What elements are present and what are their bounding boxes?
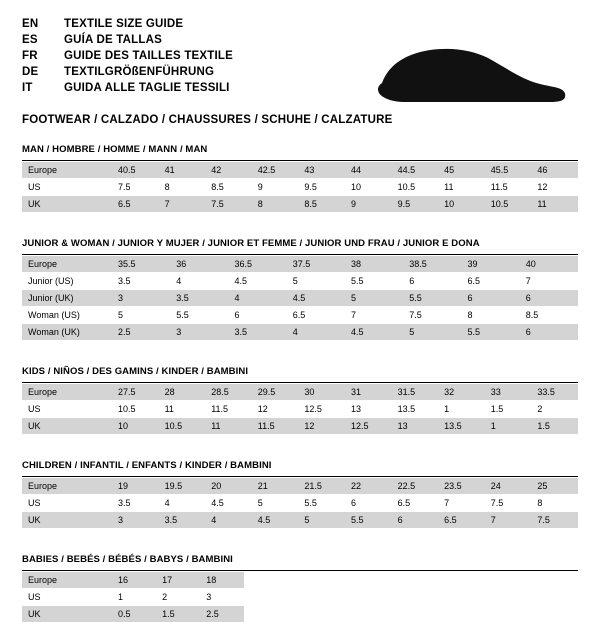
- size-cell: 12.5: [298, 401, 345, 418]
- table-row: [22, 324, 578, 341]
- language-code: FR: [22, 50, 64, 66]
- row-label: Woman (US): [22, 307, 112, 324]
- size-cell: 42: [205, 162, 252, 179]
- size-cell: 31: [345, 384, 392, 401]
- table-row: [22, 572, 244, 589]
- size-cell: 6: [520, 324, 578, 341]
- size-cell: 29.5: [252, 384, 299, 401]
- row-label: Europe: [22, 384, 112, 401]
- size-group-title: MAN / HOMBRE / HOMME / MANN / MAN: [22, 144, 578, 160]
- size-cell: 33.5: [531, 384, 578, 401]
- size-cell: 6.5: [438, 512, 485, 529]
- size-cell: 8.5: [205, 179, 252, 196]
- size-table: [22, 383, 578, 434]
- size-cell: 9.5: [392, 196, 439, 213]
- size-cell: 4.5: [287, 290, 345, 307]
- size-cell: 5.5: [345, 273, 403, 290]
- size-group: [22, 144, 578, 212]
- size-group: [22, 366, 578, 434]
- size-cell: 8: [531, 495, 578, 512]
- size-cell: 2: [531, 401, 578, 418]
- size-cell: 40: [520, 256, 578, 273]
- size-cell: 42.5: [252, 162, 299, 179]
- size-cell: 24: [485, 478, 532, 495]
- size-cell: 5: [112, 307, 170, 324]
- size-cell: 3: [200, 589, 244, 606]
- size-cell: 6: [392, 512, 439, 529]
- size-cell: 5.5: [298, 495, 345, 512]
- size-cell: 7: [438, 495, 485, 512]
- row-label: Junior (US): [22, 273, 112, 290]
- row-label: UK: [22, 196, 112, 213]
- size-cell: 16: [112, 572, 156, 589]
- size-group-title: CHILDREN / INFANTIL / ENFANTS / KINDER / BAMBINI: [22, 460, 578, 476]
- size-cell: 12.5: [345, 418, 392, 435]
- size-cell: 41: [159, 162, 206, 179]
- table-row: [22, 256, 578, 273]
- row-label: Junior (UK): [22, 290, 112, 307]
- size-cell: 13.5: [392, 401, 439, 418]
- size-cell: 6: [345, 495, 392, 512]
- size-cell: 6.5: [112, 196, 159, 213]
- size-cell: 10.5: [159, 418, 206, 435]
- size-cell: 12: [531, 179, 578, 196]
- row-label: UK: [22, 418, 112, 435]
- size-cell: 9.5: [298, 179, 345, 196]
- language-title: GUÍA DE TALLAS: [64, 34, 233, 50]
- size-cell: 7.5: [205, 196, 252, 213]
- size-cell: 4: [170, 273, 228, 290]
- size-cell: 30: [298, 384, 345, 401]
- size-cell: 21: [252, 478, 299, 495]
- size-cell: 11.5: [205, 401, 252, 418]
- size-cell: 33: [485, 384, 532, 401]
- size-cell: 3: [112, 512, 159, 529]
- table-row: [22, 273, 578, 290]
- table-row: [22, 162, 578, 179]
- size-cell: 7.5: [485, 495, 532, 512]
- size-cell: 6: [462, 290, 520, 307]
- size-cell: 6: [520, 290, 578, 307]
- size-cell: 8: [462, 307, 520, 324]
- size-group-title: BABIES / BEBÉS / BÉBÉS / BABYS / BAMBINI: [22, 554, 578, 570]
- size-cell: 35.5: [112, 256, 170, 273]
- size-cell: 4: [287, 324, 345, 341]
- size-cell: 11: [438, 179, 485, 196]
- size-cell: 11.5: [485, 179, 532, 196]
- table-row: [22, 589, 244, 606]
- size-cell: 1.5: [485, 401, 532, 418]
- size-cell: 44.5: [392, 162, 439, 179]
- size-cell: 5.5: [403, 290, 461, 307]
- size-cell: 6: [403, 273, 461, 290]
- language-title: GUIDE DES TAILLES TEXTILE: [64, 50, 233, 66]
- size-cell: 19.5: [159, 478, 206, 495]
- size-cell: 8: [252, 196, 299, 213]
- size-groups: [22, 144, 578, 622]
- size-cell: 3.5: [229, 324, 287, 341]
- size-cell: 11: [159, 401, 206, 418]
- language-title: GUIDA ALLE TAGLIE TESSILI: [64, 82, 233, 98]
- size-cell: 10.5: [485, 196, 532, 213]
- size-cell: 23.5: [438, 478, 485, 495]
- size-cell: 10: [345, 179, 392, 196]
- language-title: TEXTILGRÖßENFÜHRUNG: [64, 66, 233, 82]
- row-label: UK: [22, 512, 112, 529]
- table-row: [22, 290, 578, 307]
- table-row: [22, 401, 578, 418]
- size-cell: 19: [112, 478, 159, 495]
- table-row: [22, 478, 578, 495]
- row-label: Europe: [22, 162, 112, 179]
- size-group: [22, 238, 578, 340]
- language-code: IT: [22, 82, 64, 98]
- dress-shoe-silhouette-icon: [368, 36, 568, 108]
- size-cell: 8.5: [298, 196, 345, 213]
- size-cell: 17: [156, 572, 200, 589]
- language-code: EN: [22, 18, 64, 34]
- language-title-list: [22, 18, 233, 98]
- row-label: Europe: [22, 572, 112, 589]
- size-group-title: JUNIOR & WOMAN / JUNIOR Y MUJER / JUNIOR ET FEMME / JUNIOR UND FRAU / JUNIOR E DONA: [22, 238, 578, 254]
- size-cell: 22: [345, 478, 392, 495]
- table-row: [22, 384, 578, 401]
- size-cell: 3.5: [170, 290, 228, 307]
- size-cell: 4.5: [345, 324, 403, 341]
- size-cell: 36.5: [229, 256, 287, 273]
- size-cell: 4.5: [205, 495, 252, 512]
- size-table: [22, 255, 578, 340]
- row-label: US: [22, 589, 112, 606]
- size-cell: 28: [159, 384, 206, 401]
- size-cell: 5.5: [462, 324, 520, 341]
- row-label: US: [22, 179, 112, 196]
- page-header: [22, 18, 578, 114]
- size-cell: 32: [438, 384, 485, 401]
- size-cell: 1: [112, 589, 156, 606]
- table-row: [22, 307, 578, 324]
- size-cell: 21.5: [298, 478, 345, 495]
- row-label: Europe: [22, 478, 112, 495]
- size-group: [22, 460, 578, 528]
- table-row: [22, 179, 578, 196]
- footwear-category-title: FOOTWEAR / CALZADO / CHAUSSURES / SCHUHE / CALZATURE: [22, 114, 578, 126]
- size-cell: 6.5: [287, 307, 345, 324]
- size-cell: 10: [438, 196, 485, 213]
- language-row: [22, 66, 233, 82]
- row-label: Woman (UK): [22, 324, 112, 341]
- size-cell: 4.5: [252, 512, 299, 529]
- dress-shoe-svg: [368, 36, 568, 108]
- table-row: [22, 418, 578, 435]
- size-cell: 45: [438, 162, 485, 179]
- language-row: [22, 82, 233, 98]
- size-cell: 11.5: [252, 418, 299, 435]
- size-cell: 27.5: [112, 384, 159, 401]
- size-cell: 13: [392, 418, 439, 435]
- size-cell: 6.5: [392, 495, 439, 512]
- size-cell: 43: [298, 162, 345, 179]
- size-cell: 4: [205, 512, 252, 529]
- table-row: [22, 512, 578, 529]
- size-cell: 12: [252, 401, 299, 418]
- size-cell: 2.5: [200, 606, 244, 622]
- size-cell: 39: [462, 256, 520, 273]
- size-cell: 6: [229, 307, 287, 324]
- size-cell: 20: [205, 478, 252, 495]
- size-cell: 10.5: [112, 401, 159, 418]
- size-cell: 4: [159, 495, 206, 512]
- size-cell: 12: [298, 418, 345, 435]
- size-cell: 9: [345, 196, 392, 213]
- size-cell: 28.5: [205, 384, 252, 401]
- size-cell: 2: [156, 589, 200, 606]
- size-cell: 5.5: [170, 307, 228, 324]
- size-cell: 13.5: [438, 418, 485, 435]
- size-cell: 37.5: [287, 256, 345, 273]
- size-cell: 5.5: [345, 512, 392, 529]
- row-label: US: [22, 495, 112, 512]
- size-cell: 10.5: [392, 179, 439, 196]
- size-cell: 5: [345, 290, 403, 307]
- size-cell: 8.5: [520, 307, 578, 324]
- size-cell: 5: [287, 273, 345, 290]
- language-code: DE: [22, 66, 64, 82]
- language-code: ES: [22, 34, 64, 50]
- size-cell: 6.5: [462, 273, 520, 290]
- size-cell: 31.5: [392, 384, 439, 401]
- size-cell: 38: [345, 256, 403, 273]
- size-cell: 18: [200, 572, 244, 589]
- size-cell: 7: [485, 512, 532, 529]
- size-cell: 5: [403, 324, 461, 341]
- size-cell: 36: [170, 256, 228, 273]
- size-cell: 2.5: [112, 324, 170, 341]
- size-cell: 46: [531, 162, 578, 179]
- size-cell: 1.5: [156, 606, 200, 622]
- row-label: Europe: [22, 256, 112, 273]
- size-cell: 22.5: [392, 478, 439, 495]
- size-cell: 7: [520, 273, 578, 290]
- size-cell: 8: [159, 179, 206, 196]
- size-cell: 7.5: [531, 512, 578, 529]
- table-row: [22, 495, 578, 512]
- size-cell: 1.5: [531, 418, 578, 435]
- size-cell: 38.5: [403, 256, 461, 273]
- size-cell: 11: [205, 418, 252, 435]
- size-group-title: KIDS / NIÑOS / DES GAMINS / KINDER / BAMBINI: [22, 366, 578, 382]
- size-cell: 1: [438, 401, 485, 418]
- size-cell: 40.5: [112, 162, 159, 179]
- language-row: [22, 18, 233, 34]
- size-cell: 10: [112, 418, 159, 435]
- size-cell: 5: [298, 512, 345, 529]
- size-cell: 3: [170, 324, 228, 341]
- size-cell: 45.5: [485, 162, 532, 179]
- size-cell: 44: [345, 162, 392, 179]
- size-group: [22, 554, 578, 622]
- size-table: [22, 571, 244, 622]
- size-cell: 3.5: [112, 273, 170, 290]
- size-cell: 4.5: [229, 273, 287, 290]
- language-row: [22, 50, 233, 66]
- size-cell: 7: [159, 196, 206, 213]
- language-title-list-body: [22, 18, 233, 98]
- size-table: [22, 477, 578, 528]
- size-cell: 3.5: [159, 512, 206, 529]
- size-cell: 7.5: [112, 179, 159, 196]
- size-cell: 5: [252, 495, 299, 512]
- size-cell: 11: [531, 196, 578, 213]
- size-cell: 3: [112, 290, 170, 307]
- table-row: [22, 606, 244, 622]
- size-cell: 25: [531, 478, 578, 495]
- size-cell: 13: [345, 401, 392, 418]
- size-table: [22, 161, 578, 212]
- size-cell: 9: [252, 179, 299, 196]
- size-cell: 1: [485, 418, 532, 435]
- size-cell: 7.5: [403, 307, 461, 324]
- size-cell: 7: [345, 307, 403, 324]
- row-label: UK: [22, 606, 112, 622]
- size-cell: 0.5: [112, 606, 156, 622]
- size-cell: 4: [229, 290, 287, 307]
- table-row: [22, 196, 578, 213]
- row-label: US: [22, 401, 112, 418]
- language-title: TEXTILE SIZE GUIDE: [64, 18, 233, 34]
- size-cell: 3.5: [112, 495, 159, 512]
- language-row: [22, 34, 233, 50]
